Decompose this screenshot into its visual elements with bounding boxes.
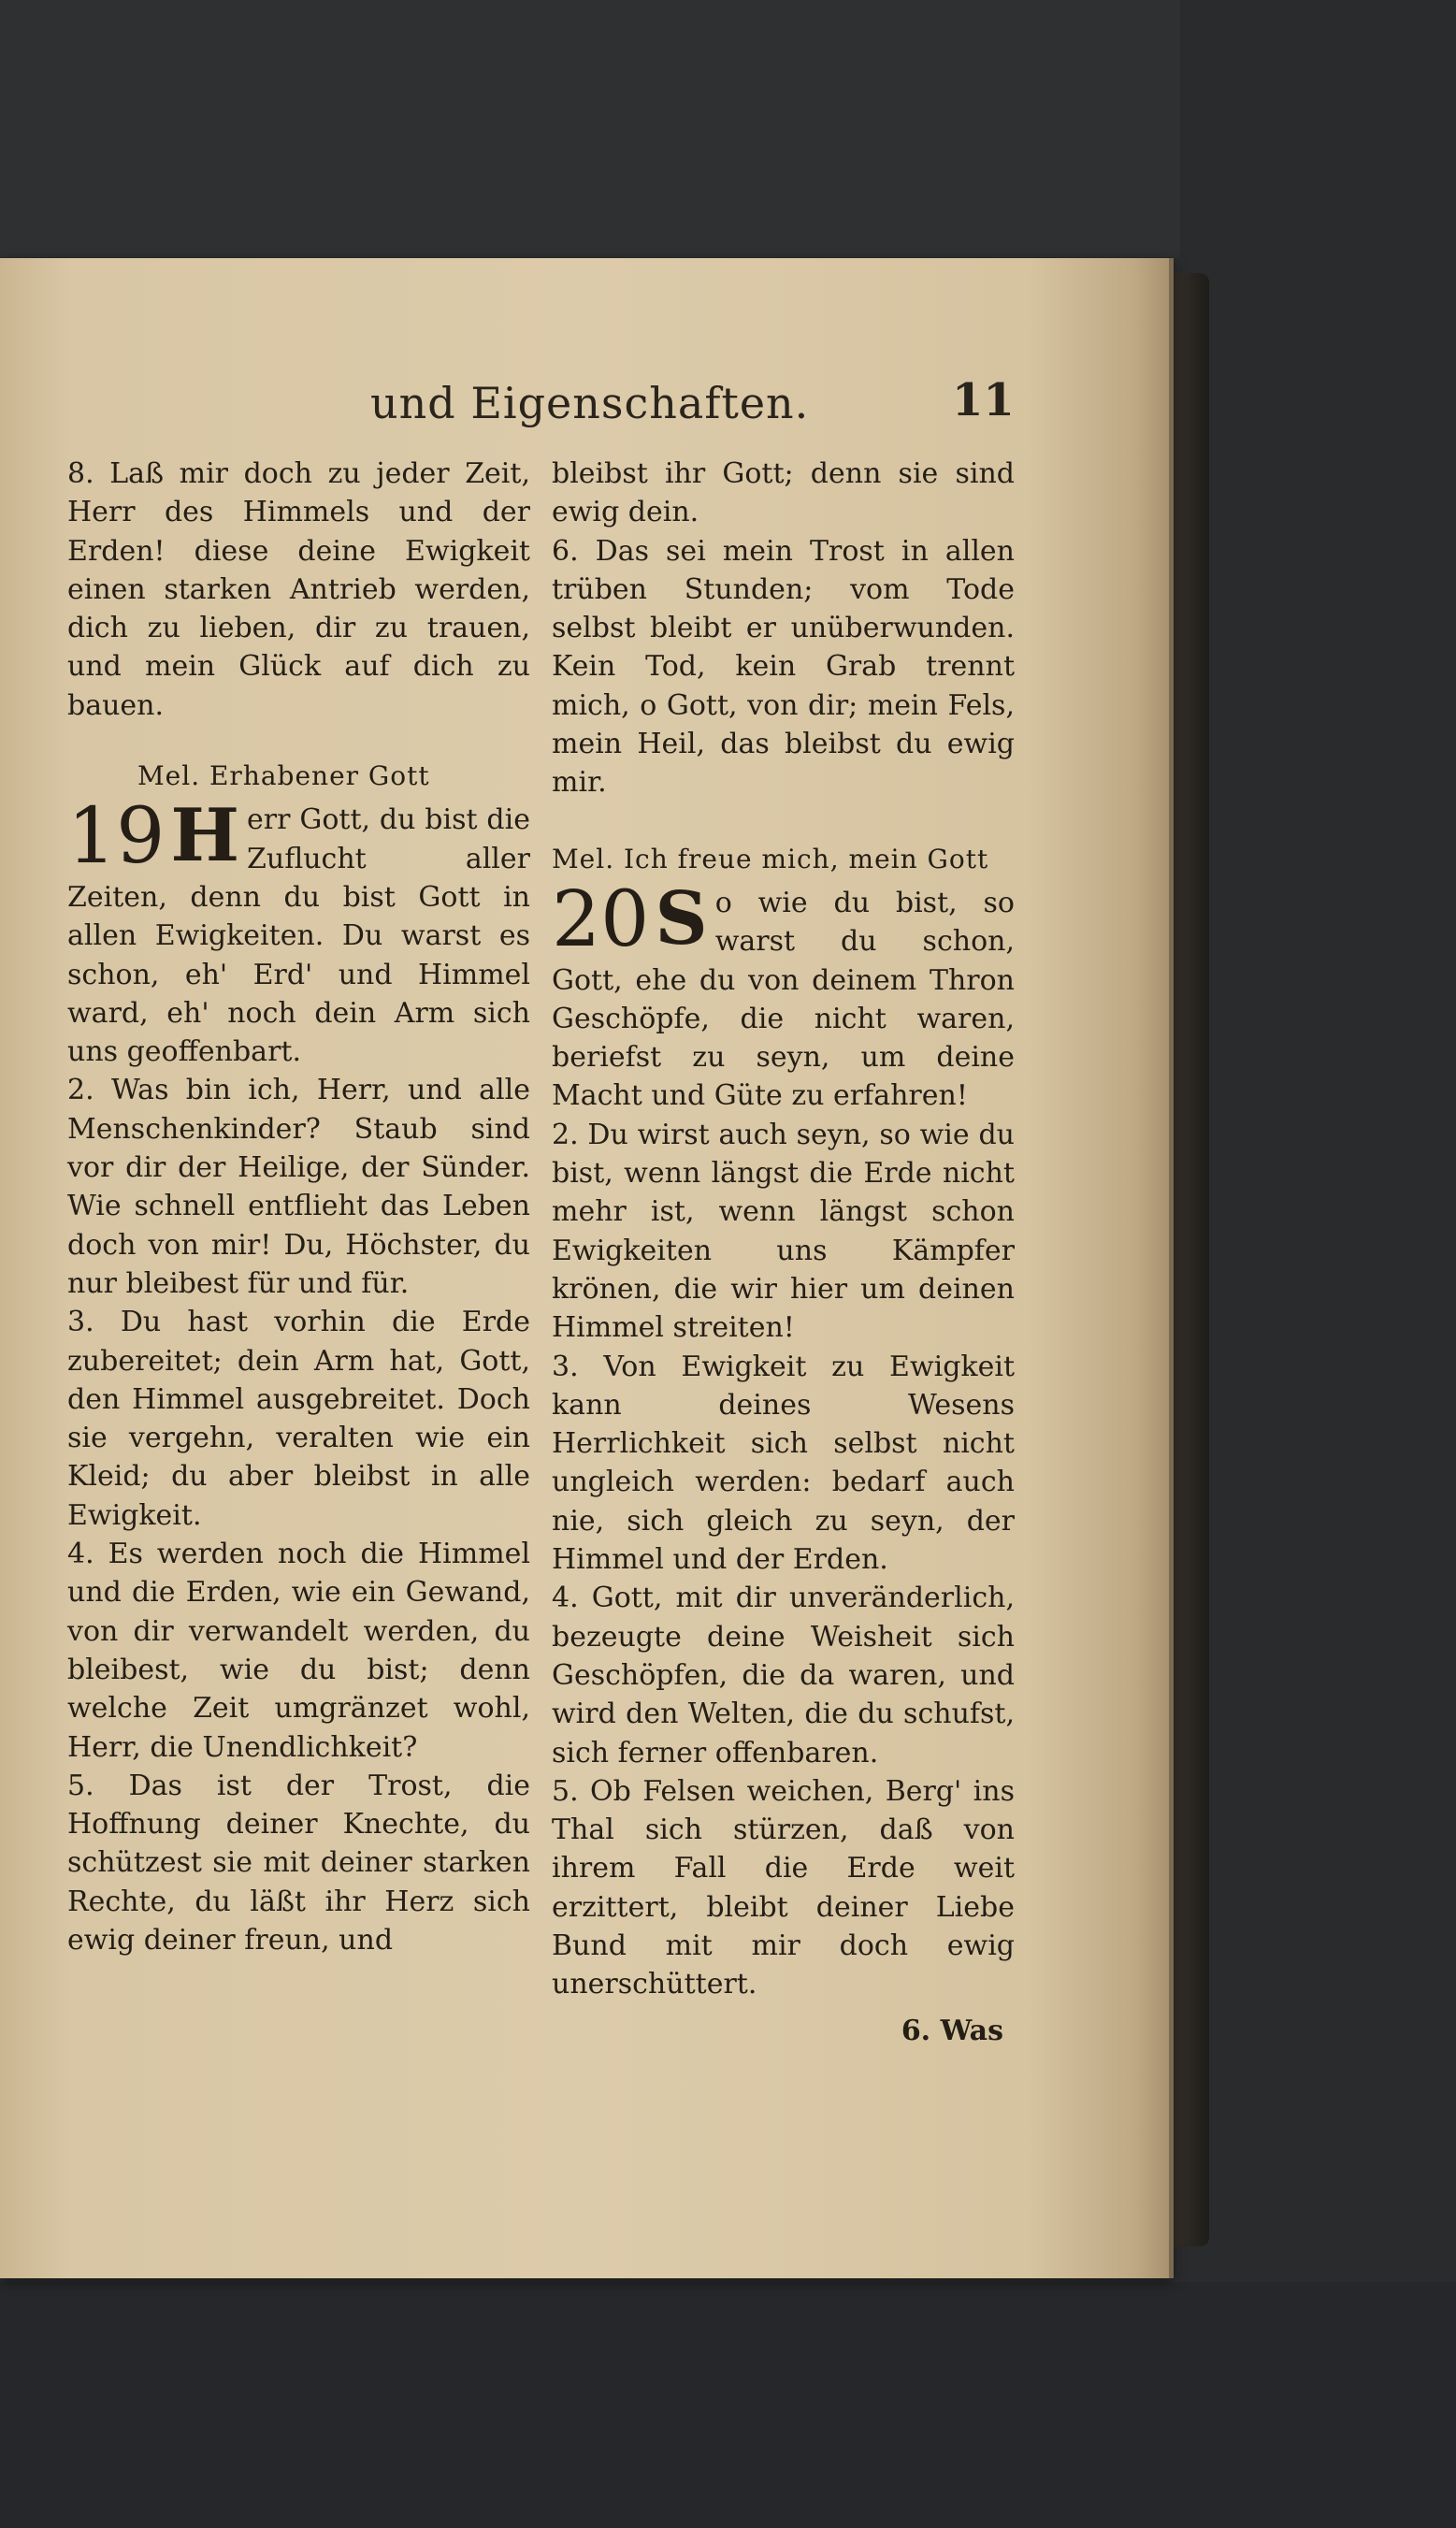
hymn19-verse3: 3. Du hast vorhin die Erde zubereitet; dein Arm hat, Gott, den Himmel ausgebreitet. Doch sie vergehn, veralten wie ein Kleid; du aber bleibst in alle Ewigkeit. [67,1306,530,1532]
hymn18-verse8: 8. Laß mir doch zu jeder Zeit, Herr des Himmels und der Erden! diese deine Ewigkeit einen starken Antrieb werden, dich zu lieben, dir zu trauen, und mein Glück auf dich zu bauen. [67,457,530,722]
hymn20-verse4: 4. Gott, mit dir unveränderlich, bezeugte deine Weisheit sich Geschöpfen, die da waren, und wird den Welten, die du schufst, sich ferner offenbaren. [552,1582,1015,1770]
hymn19-verse5: 5. Das ist der Trost, die Hoffnung deiner Knechte, du schützest sie mit deiner starken Rechte, du läßt ihr Herz sich ewig deiner freun, und [67,1769,530,1957]
hymn20-verse5: 5. Ob Felsen weichen, Berg' ins Thal sich stürzen, daß von ihrem Fall die Erde weit erzittert, bleibt deiner Liebe Bund mit mir doch ewig unerschüttert. [552,1774,1015,2001]
page-header [0,368,1169,434]
catchword: 6. Was [901,2014,1003,2047]
hymn19-verse6: 6. Das sei mein Trost in allen trüben Stunden; vom Tode selbst bleibt er unüberwunden. Kein Tod, kein Grab trennt mich, o Gott, von dir; mein Fels, mein Heil, das bleibst du ewig mir. [552,534,1015,800]
left-column [67,455,530,1959]
hymn20-verse3: 3. Von Ewigkeit zu Ewigkeit kann deines Wesens Herrlichkeit sich selbst nicht ungleich werden: bedarf auch nie, sich gleich zu seyn, der Himmel und der Erden. [552,1350,1015,1577]
hymn20-verse1-text: o wie du bist, so warst du schon, Gott, ehe du von deinem Thron Geschöpfe, die nicht waren, beriefst zu seyn, um deine Macht und Güte zu erfahren! [552,886,1015,1113]
page-number: 11 [952,374,1015,426]
hymn19-verse5-continuation: bleibst ihr Gott; denn sie sind ewig dein. [552,457,1015,529]
hymn19-verse4: 4. Es werden noch die Himmel und die Erden, wie ein Gewand, von dir verwandelt werden, du bleibest, wie du bist; denn welche Zeit umgränzet wohl, Herr, die Unendlichkeit? [67,1538,530,1764]
hymn20-verse2: 2. Du wirst auch seyn, so wie du bist, wenn längst die Erde nicht mehr ist, wenn längst schon Ewigkeiten uns Kämpfer krönen, die wir hier um deinen Himmel streiten! [552,1118,1015,1345]
hymn19-verse1 [67,792,530,1071]
running-head: und Eigenschaften. [370,378,810,428]
drop-initial-s: S [655,875,708,961]
right-column [552,455,1015,2078]
book-page [0,258,1174,2278]
hymn-number-20: 20 [552,874,650,964]
hymn19-verse1-text: err Gott, du bist die Zuflucht aller Zeiten, denn du bist Gott in allen Ewigkeiten. Du warst es schon, eh' Erd' und Himmel ward, eh' noch dein Arm sich uns geoffenbart. [67,803,530,1069]
hymn19-verse2: 2. Was bin ich, Herr, und alle Menschenkinder? Staub sind vor dir der Heilige, der Sünder. Wie schnell entflieht das Leben doch von mir! Du, Höchster, du nur bleibest für und für. [67,1074,530,1300]
drop-initial-h: H [170,793,240,879]
background-bottom [0,2282,1456,2528]
background-right [1180,0,1456,2528]
melody-hymn20: Mel. Ich freue mich, mein Gott [552,843,989,874]
melody-hymn19: Mel. Erhabener Gott [137,760,430,792]
hymn-number-19: 19 [67,792,166,882]
hymn20-verse1 [552,874,1015,1116]
